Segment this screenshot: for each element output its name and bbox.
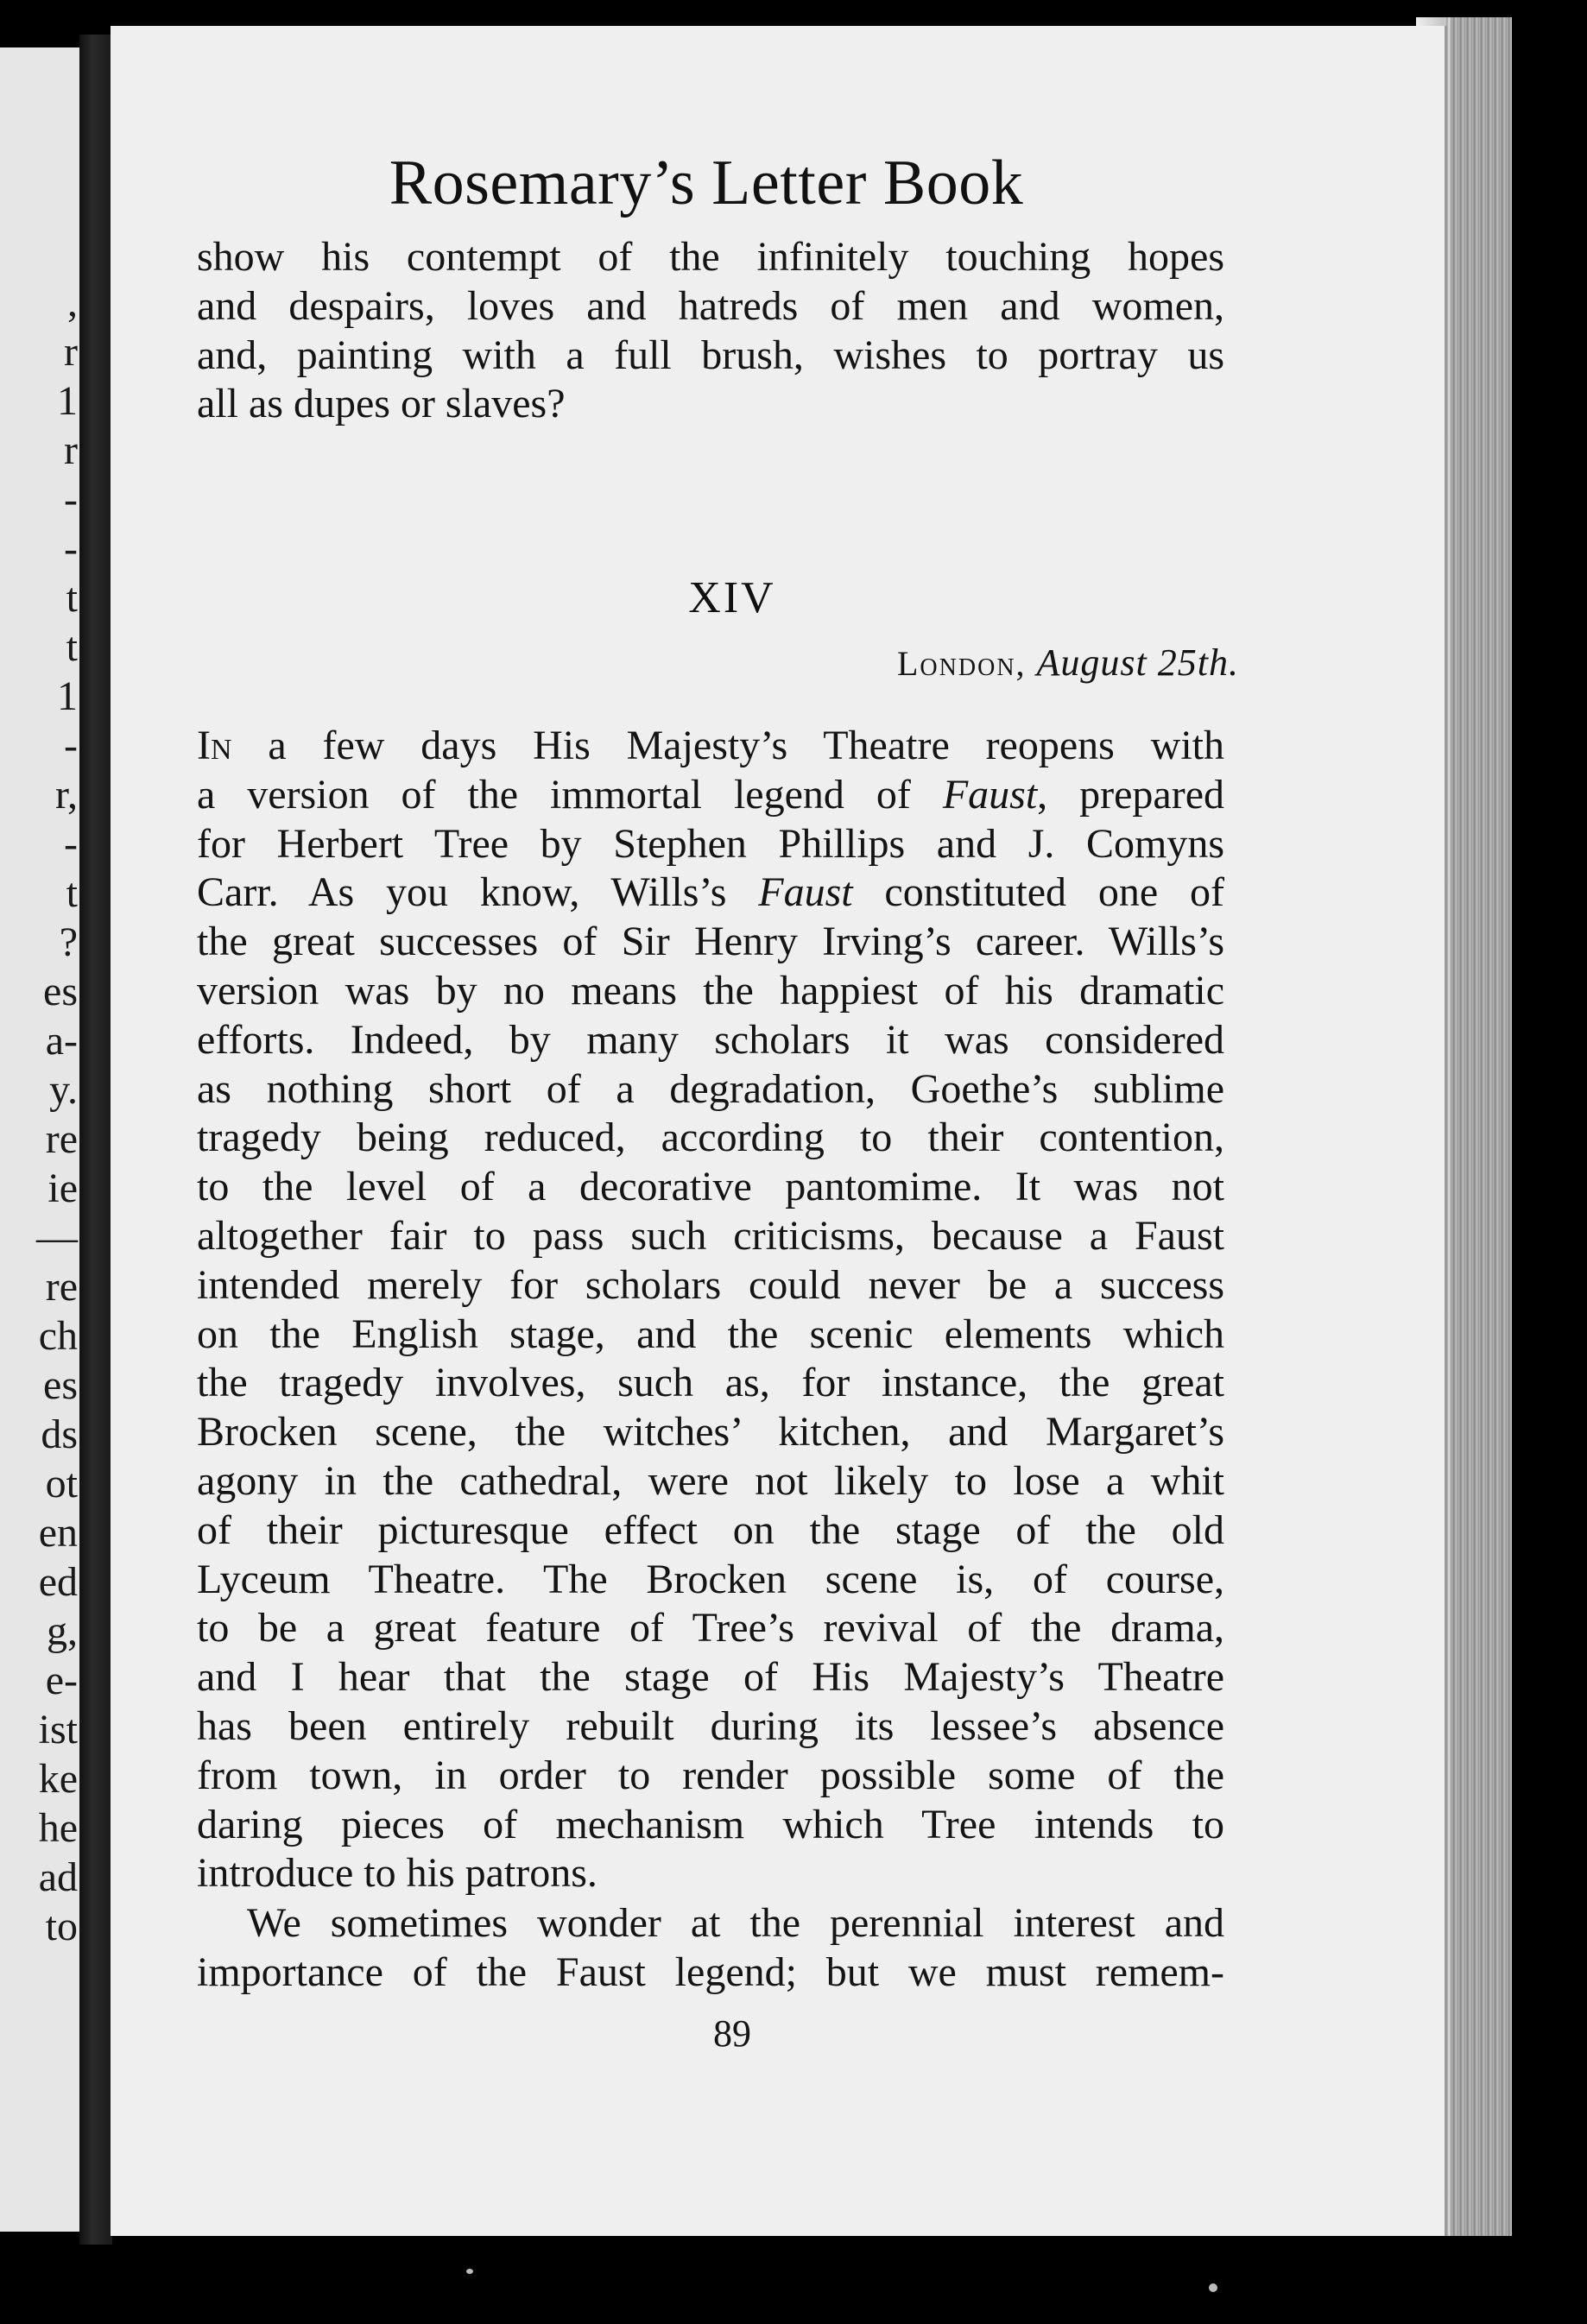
text-line: efforts. Indeed, by many scholars it was considered (197, 1016, 1224, 1063)
letter-paragraph-2 (197, 1899, 1224, 1998)
continuation-paragraph (197, 233, 1224, 429)
previous-page-fragment: t (66, 624, 78, 670)
previous-page-fragment: ist (38, 1707, 78, 1752)
previous-page-fragment: r (64, 427, 78, 473)
text-line: and I hear that the stage of His Majesty’s Theatre (197, 1654, 1224, 1701)
previous-page-fragment: 1 (57, 673, 78, 719)
previous-page-fragment: t (66, 575, 78, 621)
previous-page-fragment: 1 (57, 378, 78, 424)
text-line: from town, in order to render possible some of the (197, 1752, 1224, 1798)
previous-page-fragment: re (45, 1116, 78, 1162)
page-stack-edges (1445, 17, 1512, 2236)
text-line: We sometimes wonder at the perennial interest and (247, 1900, 1224, 1946)
previous-page-fragment: ed (38, 1559, 78, 1605)
text-line: the tragedy involves, such as, for instance, the great (197, 1360, 1224, 1406)
text-line: to be a great feature of Tree’s revival of the drama, (197, 1605, 1224, 1651)
previous-page-fragment: ch (38, 1313, 78, 1359)
text-line: as nothing short of a degradation, Goethe’s sublime (197, 1065, 1224, 1112)
text-line: a version of the immortal legend of Faust, prepared (197, 771, 1224, 818)
book-page (111, 26, 1447, 2236)
previous-page-fragment: ke (38, 1756, 78, 1802)
text-line: altogether fair to pass such criticisms, because a Faust (197, 1212, 1224, 1259)
text-line: the great successes of Sir Henry Irving’s career. Wills’s (197, 919, 1224, 965)
previous-page-fragment: ot (45, 1461, 78, 1506)
previous-page-fragment: ad (38, 1854, 78, 1900)
text-line: daring pieces of mechanism which Tree intends to (197, 1801, 1224, 1847)
text-line: In a few days His Majesty’s Theatre reopens with (197, 723, 1224, 768)
text-line: to the level of a decorative pantomime. It was not (197, 1164, 1224, 1210)
italic-title: Faust (758, 869, 853, 916)
letter-paragraph-1 (197, 722, 1224, 1898)
scan-speck (1209, 2283, 1217, 2292)
previous-page-fragment: re (45, 1264, 78, 1310)
text-line: Lyceum Theatre. The Brocken scene is, of course, (197, 1556, 1224, 1602)
previous-page-fragment: g, (47, 1608, 78, 1654)
book-gutter (79, 35, 112, 2245)
text-line: intended merely for scholars could never be a success (197, 1261, 1224, 1308)
previous-page-fragment: he (38, 1805, 78, 1851)
text-line: version was by no means the happiest of his dramatic (197, 967, 1224, 1014)
italic-title: Faust (942, 771, 1038, 818)
previous-page-fragment: r (64, 329, 78, 375)
text-line: and despairs, loves and hatreds of men and women, (197, 282, 1224, 329)
previous-page-fragment: to (45, 1904, 78, 1949)
previous-page-fragment: ie (47, 1165, 78, 1211)
text-line: has been entirely rebuilt during its lessee’s absence (197, 1702, 1224, 1749)
letter-dateline (897, 641, 1239, 685)
previous-page-fragment: es (43, 1362, 78, 1408)
previous-page-fragment: , (67, 280, 78, 325)
previous-page-fragment: ds (41, 1411, 78, 1457)
text-line: all as dupes or slaves? (197, 381, 566, 427)
previous-page-fragment: ? (59, 919, 78, 965)
text-line: introduce to his patrons. (197, 1850, 597, 1897)
text-line: importance of the Faust legend; but we must remem- (197, 1948, 1224, 1995)
letter-opening-word: In (197, 723, 232, 768)
dateline-separator: , (1015, 644, 1027, 683)
previous-page-fragment: e- (45, 1658, 78, 1703)
previous-page-edge (0, 47, 79, 2232)
text-line: on the English stage, and the scenic elements which (197, 1310, 1224, 1357)
previous-page-fragment: t (66, 870, 78, 916)
text-line: show his contempt of the infinitely touching hopes (197, 234, 1224, 280)
previous-page-fragment: — (36, 1215, 78, 1260)
previous-page-fragment: - (64, 821, 78, 867)
text-line: tragedy being reduced, according to their contention, (197, 1115, 1224, 1161)
previous-page-fragment: y. (49, 1067, 78, 1113)
text-line: Brocken scene, the witches’ kitchen, and Margaret’s (197, 1409, 1224, 1456)
previous-page-fragment: es (43, 969, 78, 1014)
dateline-place: London (897, 644, 1016, 683)
text-line: of their picturesque effect on the stage of the old (197, 1506, 1224, 1553)
previous-page-fragment: - (64, 723, 78, 768)
page-number: 89 (713, 2012, 751, 2055)
chapter-number: XIV (688, 573, 776, 622)
text-line: agony in the cathedral, were not likely to lose a whit (197, 1457, 1224, 1504)
text-line: Carr. As you know, Wills’s Faust constituted one of (197, 869, 1224, 916)
text-line: for Herbert Tree by Stephen Phillips and J. Comyns (197, 820, 1224, 867)
text-line: and, painting with a full brush, wishes to portray us (197, 332, 1224, 378)
previous-page-fragment: a- (45, 1018, 78, 1064)
previous-page-fragment: - (64, 526, 78, 572)
previous-page-fragment: - (64, 477, 78, 522)
dateline-date: August 25th. (1036, 641, 1239, 684)
previous-page-fragment: r, (54, 772, 78, 818)
scan-speck (466, 2269, 473, 2274)
previous-page-fragment: en (38, 1510, 78, 1556)
running-head: Rosemary’s Letter Book (389, 148, 1024, 218)
